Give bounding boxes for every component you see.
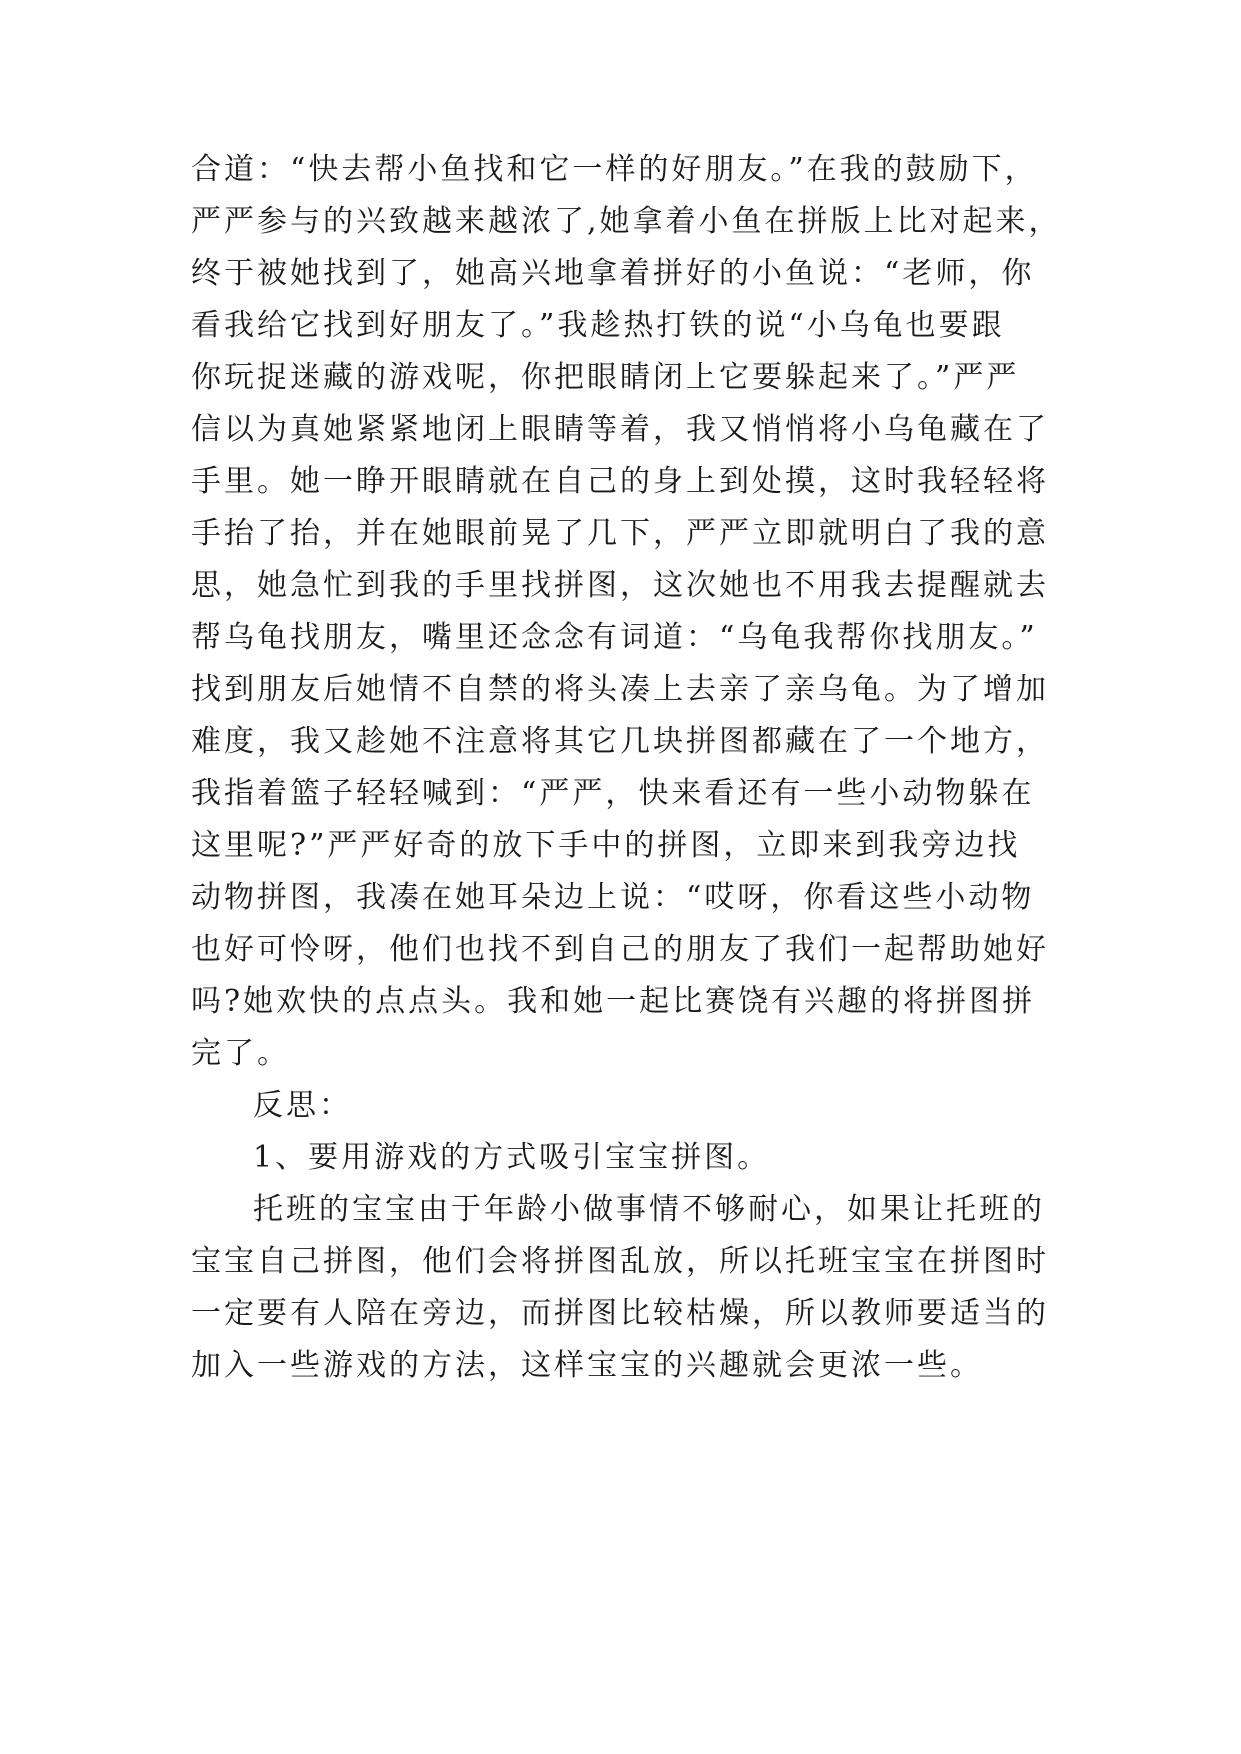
story-line: 你玩捉迷藏的游戏呢，你把眼睛闭上它要躲起来了。”严严 (191, 360, 1020, 395)
story-line: 动物拼图，我凑在她耳朵边上说：“哎呀，你看这些小动物 (191, 880, 1035, 915)
story-line: 手里。她一睁开眼睛就在自己的身上到处摸，这时我轻轻将 (191, 464, 1049, 499)
paragraph-line: 一定要有人陪在旁边，而拼图比较枯燥，所以教师要适当的 (191, 1296, 1049, 1331)
story-line: 合道：“快去帮小鱼找和它一样的好朋友。”在我的鼓励下， (191, 152, 1038, 187)
point-heading: 1、要用游戏的方式吸引宝宝拼图。 (253, 1140, 771, 1175)
story-line: 也好可怜呀，他们也找不到自己的朋友了我们一起帮助她好 (191, 932, 1049, 967)
story-line: 严严参与的兴致越来越浓了,她拿着小鱼在拼版上比对起来， (191, 204, 1062, 239)
paragraph-line: 加入一些游戏的方法，这样宝宝的兴趣就会更浓一些。 (191, 1348, 983, 1383)
story-line: 帮乌龟找朋友，嘴里还念念有词道：“乌龟我帮你找朋友。” (191, 620, 1038, 655)
story-line: 终于被她找到了，她高兴地拿着拼好的小鱼说：“老师，你 (191, 256, 1035, 291)
story-line: 看我给它找到好朋友了。”我趁热打铁的说“小乌龟也要跟 (191, 308, 1005, 343)
story-line: 我指着篮子轻轻喊到：“严严，快来看还有一些小动物躲在 (191, 776, 1035, 811)
story-line: 完了。 (191, 1036, 290, 1071)
story-line: 这里呢?”严严好奇的放下手中的拼图，立即来到我旁边找 (191, 828, 1021, 863)
story-line: 信以为真她紧紧地闭上眼睛等着，我又悄悄将小乌龟藏在了 (191, 412, 1049, 447)
story-line: 找到朋友后她情不自禁的将头凑上去亲了亲乌龟。为了增加 (191, 672, 1049, 707)
story-line: 思，她急忙到我的手里找拼图，这次她也不用我去提醒就去 (191, 568, 1049, 603)
story-line: 难度，我又趁她不注意将其它几块拼图都藏在了一个地方， (191, 724, 1049, 759)
story-line: 手抬了抬，并在她眼前晃了几下，严严立即就明白了我的意 (191, 516, 1049, 551)
paragraph-line: 宝宝自己拼图，他们会将拼图乱放，所以托班宝宝在拼图时 (191, 1244, 1049, 1279)
reflection-heading: 反思： (253, 1088, 352, 1123)
paragraph-line: 托班的宝宝由于年龄小做事情不够耐心，如果让托班的 (253, 1192, 1045, 1227)
story-line: 吗?她欢快的点点头。我和她一起比赛饶有兴趣的将拼图拼 (191, 984, 1036, 1019)
